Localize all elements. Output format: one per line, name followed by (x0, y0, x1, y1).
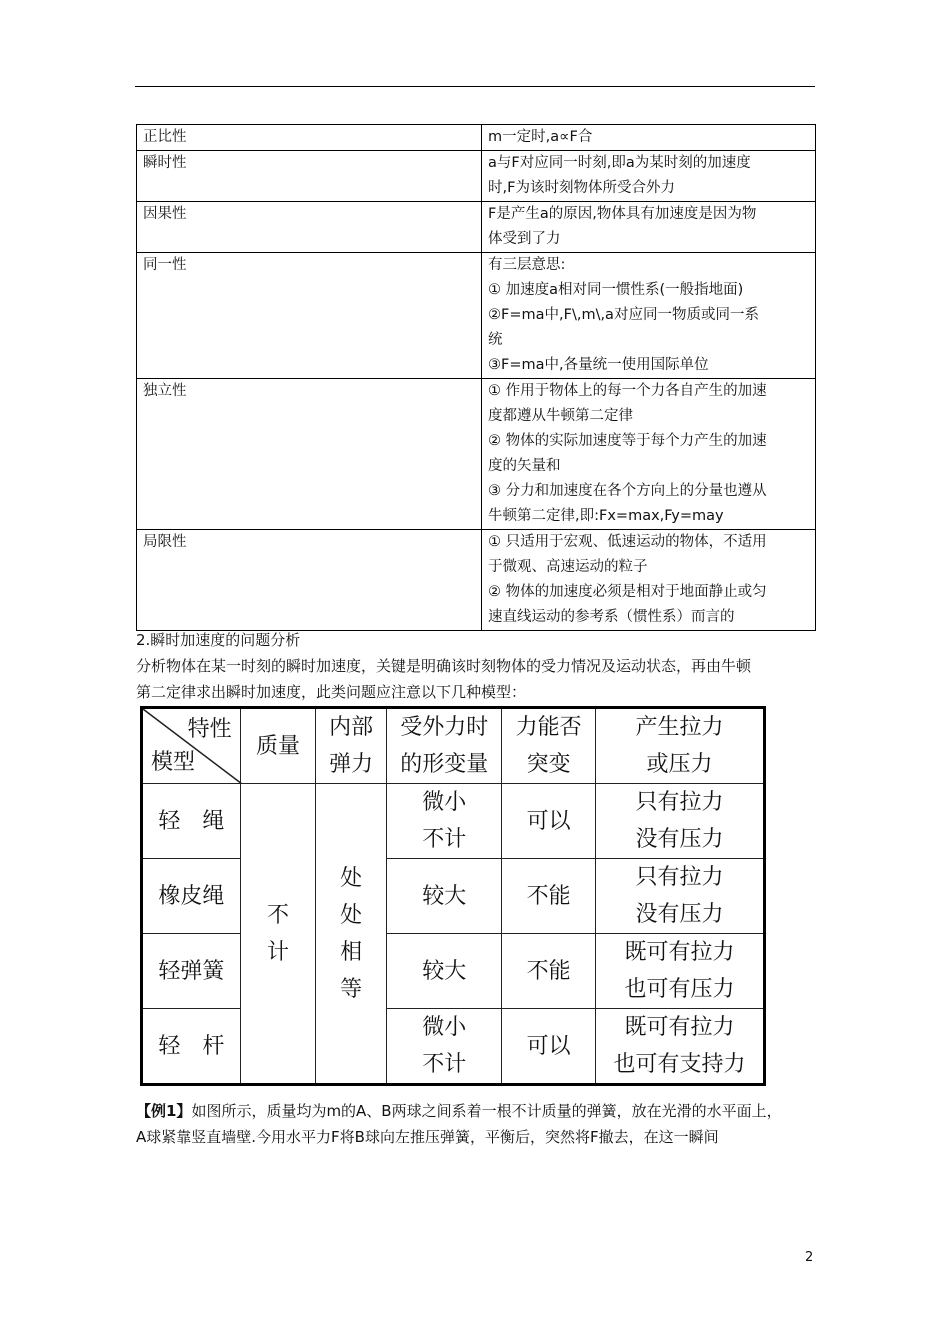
property-desc: ① 只适用于宏观、低速运动的物体，不适用 于微观、高速运动的粒子 ② 物体的加速度必须是相对于地面静止或匀 速直线运动的参考系（惯性系）而言的 (482, 530, 816, 631)
page-number: 2 (805, 1250, 814, 1265)
example-paragraph (136, 1098, 826, 1150)
table-row (142, 859, 765, 934)
sudden-value: 可以 (502, 784, 596, 859)
table-row (137, 151, 816, 202)
example-text-line: 如图所示，质量均为m的A、B两球之间系着一根不计质量的弹簧，放在光滑的水平面上， (191, 1102, 782, 1120)
table-row (137, 202, 816, 253)
property-desc: ① 作用于物体上的每一个力各自产生的加速 度都遵从牛顿第二定律 ② 物体的实际加速度等于每个力产生的加速 度的矢量和 ③ 分力和加速度在各个方向上的分量也遵从 牛顿第二定律,即:Fx=max,Fy=may (482, 379, 816, 530)
property-name: 正比性 (137, 125, 482, 151)
table-row (137, 125, 816, 151)
models-header-row (142, 708, 765, 784)
property-desc: a与F对应同一时刻,即a为某时刻的加速度 时,F为该时刻物体所受合外力 (482, 151, 816, 202)
force-value: 只有拉力 没有压力 (595, 859, 764, 934)
deform-value: 微小 不计 (387, 1009, 502, 1085)
property-name: 独立性 (137, 379, 482, 530)
property-name: 局限性 (137, 530, 482, 631)
model-name: 橡皮绳 (142, 859, 241, 934)
mass-value: 不 计 (240, 784, 316, 1085)
deform-value: 较大 (387, 859, 502, 934)
elastic-value: 处 处 相 等 (316, 784, 387, 1085)
force-value: 既可有拉力 也可有压力 (595, 934, 764, 1009)
corner-label-model: 模型 (151, 750, 196, 775)
property-name: 瞬时性 (137, 151, 482, 202)
sudden-value: 不能 (502, 859, 596, 934)
header-mass: 质量 (240, 708, 316, 784)
force-value: 只有拉力 没有压力 (595, 784, 764, 859)
section-paragraph-line: 分析物体在某一时刻的瞬时加速度，关键是明确该时刻物体的受力情况及运动状态，再由牛顿 (136, 657, 752, 675)
property-desc: 有三层意思: ① 加速度a相对同一惯性系(一般指地面) ②F=ma中,F\,m\,a对应同一物质或同一系 统 ③F=ma中,各量统一使用国际单位 (482, 253, 816, 379)
model-name: 轻 绳 (142, 784, 241, 859)
properties-table (136, 124, 816, 631)
example-label: 【例1】 (136, 1102, 192, 1120)
header-internal-elastic: 内部 弹力 (316, 708, 387, 784)
model-name: 轻弹簧 (142, 934, 241, 1009)
models-table (140, 706, 766, 1086)
force-value: 既可有拉力 也可有支持力 (595, 1009, 764, 1085)
sudden-value: 可以 (502, 1009, 596, 1085)
deform-value: 微小 不计 (387, 784, 502, 859)
corner-label-property: 特性 (187, 717, 232, 742)
section-paragraph-line: 第二定律求出瞬时加速度，此类问题应注意以下几种模型： (136, 683, 527, 701)
property-desc: F是产生a的原因,物体具有加速度是因为物 体受到了力 (482, 202, 816, 253)
property-name: 同一性 (137, 253, 482, 379)
header-sudden-change: 力能否 突变 (502, 708, 596, 784)
header-force-type: 产生拉力 或压力 (595, 708, 764, 784)
property-name: 因果性 (137, 202, 482, 253)
section-title: 2.瞬时加速度的问题分析 (136, 631, 301, 649)
table-row (142, 784, 765, 859)
model-name: 轻 杆 (142, 1009, 241, 1085)
table-row (137, 530, 816, 631)
table-row (137, 379, 816, 530)
property-desc: m一定时,a∝F合 (482, 125, 816, 151)
table-row (142, 1009, 765, 1085)
sudden-value: 不能 (502, 934, 596, 1009)
deform-value: 较大 (387, 934, 502, 1009)
table-row (137, 253, 816, 379)
header-deformation: 受外力时 的形变量 (387, 708, 502, 784)
corner-diagonal-cell (142, 708, 241, 784)
example-text-line: A球紧靠竖直墙壁.今用水平力F将B球向左推压弹簧，平衡后，突然将F撤去，在这一瞬间 (136, 1128, 719, 1146)
table-row (142, 934, 765, 1009)
header-rule (135, 86, 815, 87)
